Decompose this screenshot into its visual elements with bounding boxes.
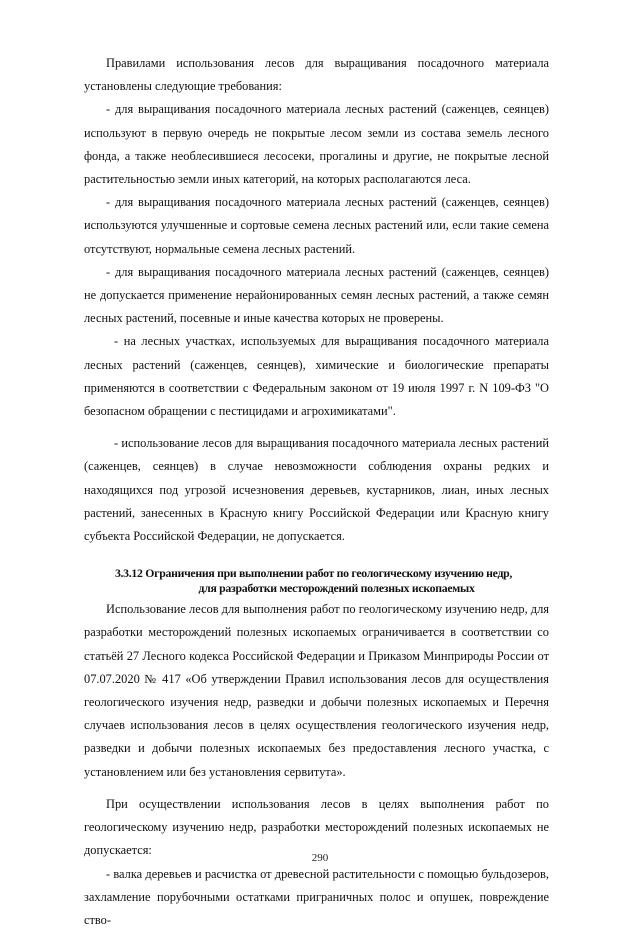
page-number: 290 [0, 852, 640, 864]
paragraph-seeds: - для выращивания посадочного материала лесных растений (саженцев, сеянцев) используются улучшенные и сортовые семена лесных растений или, если такие семена отсутствуют, нормальные семена лесных растений. [84, 191, 549, 261]
document-page [84, 52, 549, 932]
paragraph-geology-restrictions: Использование лесов для выполнения работ по геологическому изучению недр, для разработки месторождений полезных ископаемых ограничивается в соответствии со статьёй 27 Лесного кодекса Российской Федерации и Приказом Минприроды России от 07.07.2020 № 417 «Об утверждении Правил использования лесов для осуществления геологического изучения недр, разведки и добычи полезных ископаемых и Перечня случаев использования лесов в целях осуществления геологического изучения недр, разведки и добычи полезных ископаемых без предоставления лесного участка, с установлением или без установления сервитута». [84, 598, 549, 784]
paragraph-red-book: - использование лесов для выращивания посадочного материала лесных растений (саженцев, сеянцев) в случае невозможности соблюдения охраны редких и находящихся под угрозой исчезновения деревьев, кустарников, лиан, иных лесных растений, занесенных в Красную книгу Российской Федерации или Красную книгу субъекта Российской Федерации, не допускается. [84, 432, 549, 548]
paragraph-requirements-intro: Правилами использования лесов для выращивания посадочного материала установлены следующие требования: [84, 52, 549, 98]
section-heading-line1: 3.3.12 Ограничения при выполнении работ по геологическому изучению недр, [84, 566, 549, 581]
paragraph-unzoned-seeds: - для выращивания посадочного материала лесных растений (саженцев, сеянцев) не допускается применение нерайонированных семян лесных растений, а также семян лесных растений, посевные и иные качества которых не проверены. [84, 261, 549, 331]
paragraph-land-use: - для выращивания посадочного материала лесных растений (саженцев, сеянцев) используют в первую очередь не покрытые лесом земли из состава земель лесного фонда, а также необлесившиеся лесосеки, прогалины и другие, не покрытые лесной растительностью земли иных категорий, на которых располагаются леса. [84, 98, 549, 191]
paragraph-felling: - валка деревьев и расчистка от древесной растительности с помощью бульдозеров, захламление порубочными остатками приграничных полос и опушек, повреждение ство- [84, 863, 549, 932]
section-heading-line2: для разработки месторождений полезных ископаемых [84, 581, 549, 596]
section-heading [84, 566, 549, 596]
paragraph-not-allowed-intro: При осуществлении использования лесов в целях выполнения работ по геологическому изучению недр, разработки месторождений полезных ископаемых не допускается: [84, 793, 549, 863]
paragraph-chemicals: - на лесных участках, используемых для выращивания посадочного материала лесных растений (саженцев, сеянцев), химические и биологические препараты применяются в соответствии с Федеральным законом от 19 июля 1997 г. N 109-ФЗ "О безопасном обращении с пестицидами и агрохимикатами". [84, 330, 549, 423]
